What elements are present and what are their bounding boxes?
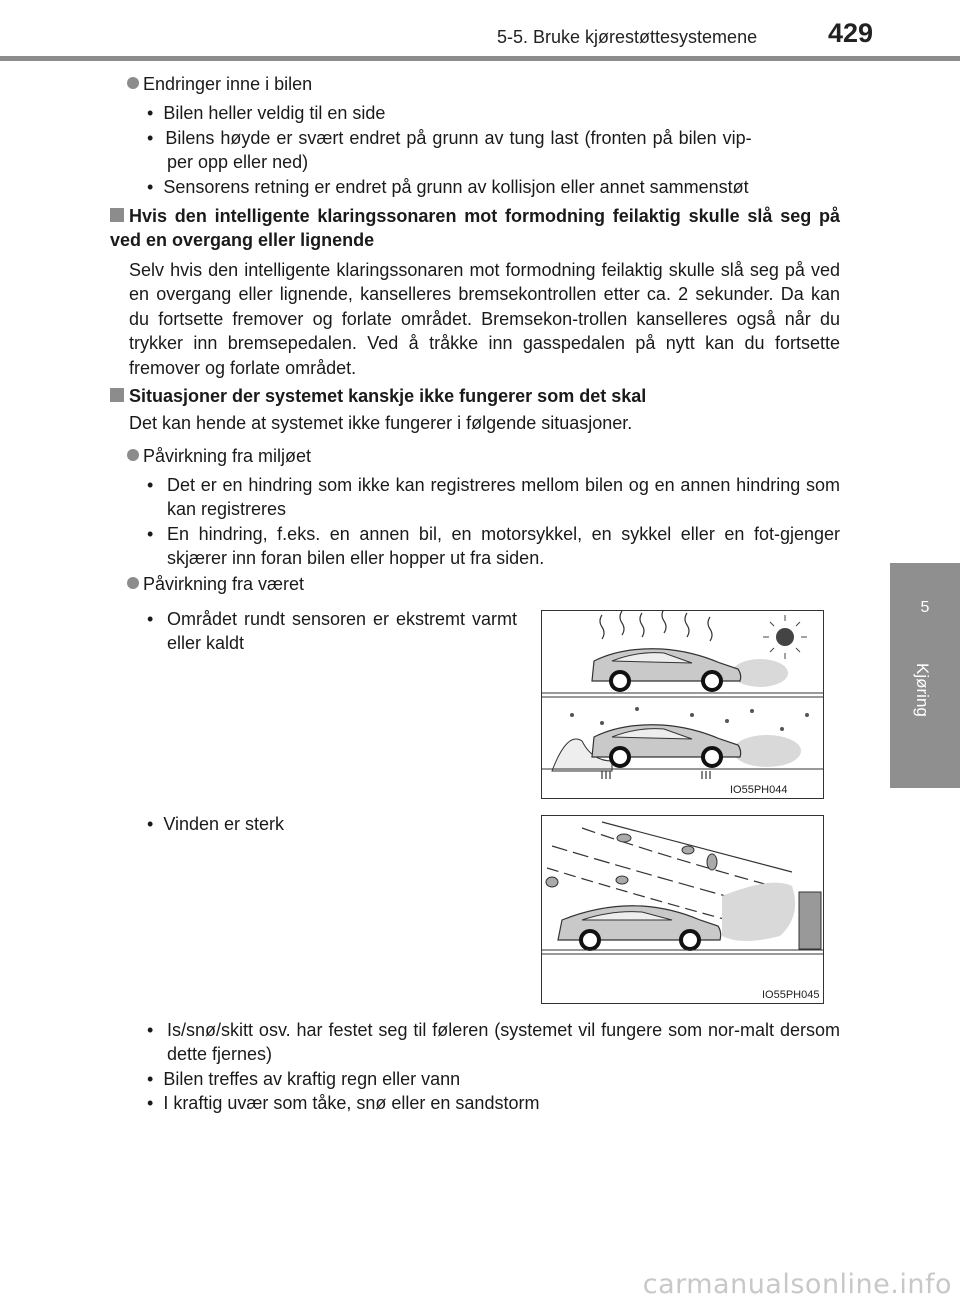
figure-code: IO55PH045 [762, 989, 820, 1001]
list-item: • Det er en hindring som ikke kan registreres mellom bilen og en annen hindring som kan registreres [147, 475, 840, 520]
sun-icon [776, 628, 794, 646]
car-icon [592, 725, 741, 766]
bullet-heading-3: Påvirkning fra været [127, 572, 304, 596]
figure-code: IO55PH044 [730, 784, 788, 796]
square-bullet-icon [110, 388, 124, 402]
page-number: 429 [828, 18, 874, 48]
figure-wind [541, 815, 824, 1004]
figure-temperature [541, 610, 824, 799]
list-item-continuation: per opp eller ned) [167, 152, 309, 172]
header-rule [0, 56, 960, 61]
section-intro-2: Det kan hende at systemet ikke fungerer i følgende situasjoner. [129, 413, 633, 433]
bullet-heading-1: Endringer inne i bilen [127, 72, 312, 96]
bullet-heading-2: Påvirkning fra miljøet [127, 444, 311, 468]
list-item: • Bilen heller veldig til en side [147, 103, 386, 123]
list-item: • Bilen treffes av kraftig regn eller vann [147, 1069, 461, 1089]
circle-bullet-icon [127, 577, 139, 589]
list-item: • Vinden er sterk [147, 814, 285, 834]
wind-car-illustration [542, 816, 823, 1003]
wall-icon [799, 892, 821, 949]
list-item: • Bilens høyde er svært endret på grunn av tung last (fronten på bilen vip- [147, 128, 752, 148]
section-body-1: Selv hvis den intelligente klaringssonaren mot formodning feilaktig skulle slå seg på ved en overgang eller lignende, kanselleres bremsekontrollen etter ca. 2 sekunder. Da kan du fortsette fremover og forlate området. Bremsekon-trollen kanselleres også når du trykker inn bremsepedalen. Ved å tråkke inn gasspedalen på nytt kan du fortsette fremover og forlate området. [129, 260, 840, 378]
chapter-tab[interactable] [890, 563, 960, 788]
circle-bullet-icon [127, 449, 139, 461]
list-item: • I kraftig uvær som tåke, snø eller en sandstorm [147, 1093, 540, 1113]
square-bullet-icon [110, 208, 124, 222]
circle-bullet-icon [127, 77, 139, 89]
hot-cold-car-illustration [542, 611, 823, 798]
chapter-label: Kjøring [913, 663, 932, 717]
list-item: • Sensorens retning er endret på grunn av kollisjon eller annet sammenstøt [147, 177, 749, 197]
section-heading-2: Situasjoner der systemet kanskje ikke fungerer som det skal [110, 384, 646, 408]
watermark[interactable]: carmanualsonline.info [642, 1269, 952, 1300]
list-item: • Is/snø/skitt osv. har festet seg til føleren (systemet vil fungere som nor-malt dersom dette fjernes) [147, 1020, 840, 1065]
list-item: • En hindring, f.eks. en annen bil, en motorsykkel, en sykkel eller en fot-gjenger skjærer inn foran bilen eller hopper ut fra siden. [147, 524, 840, 569]
section-title: 5-5. Bruke kjørestøttesystemene [497, 27, 758, 47]
list-item: • Området rundt sensoren er ekstremt varmt eller kaldt [147, 609, 517, 654]
section-heading-1: Hvis den intelligente klaringssonaren mot formodning feilaktig skulle slå seg på ved en overgang eller lignende [110, 206, 840, 250]
chapter-number: 5 [920, 599, 930, 616]
car-icon [558, 906, 721, 949]
car-icon [592, 649, 741, 690]
